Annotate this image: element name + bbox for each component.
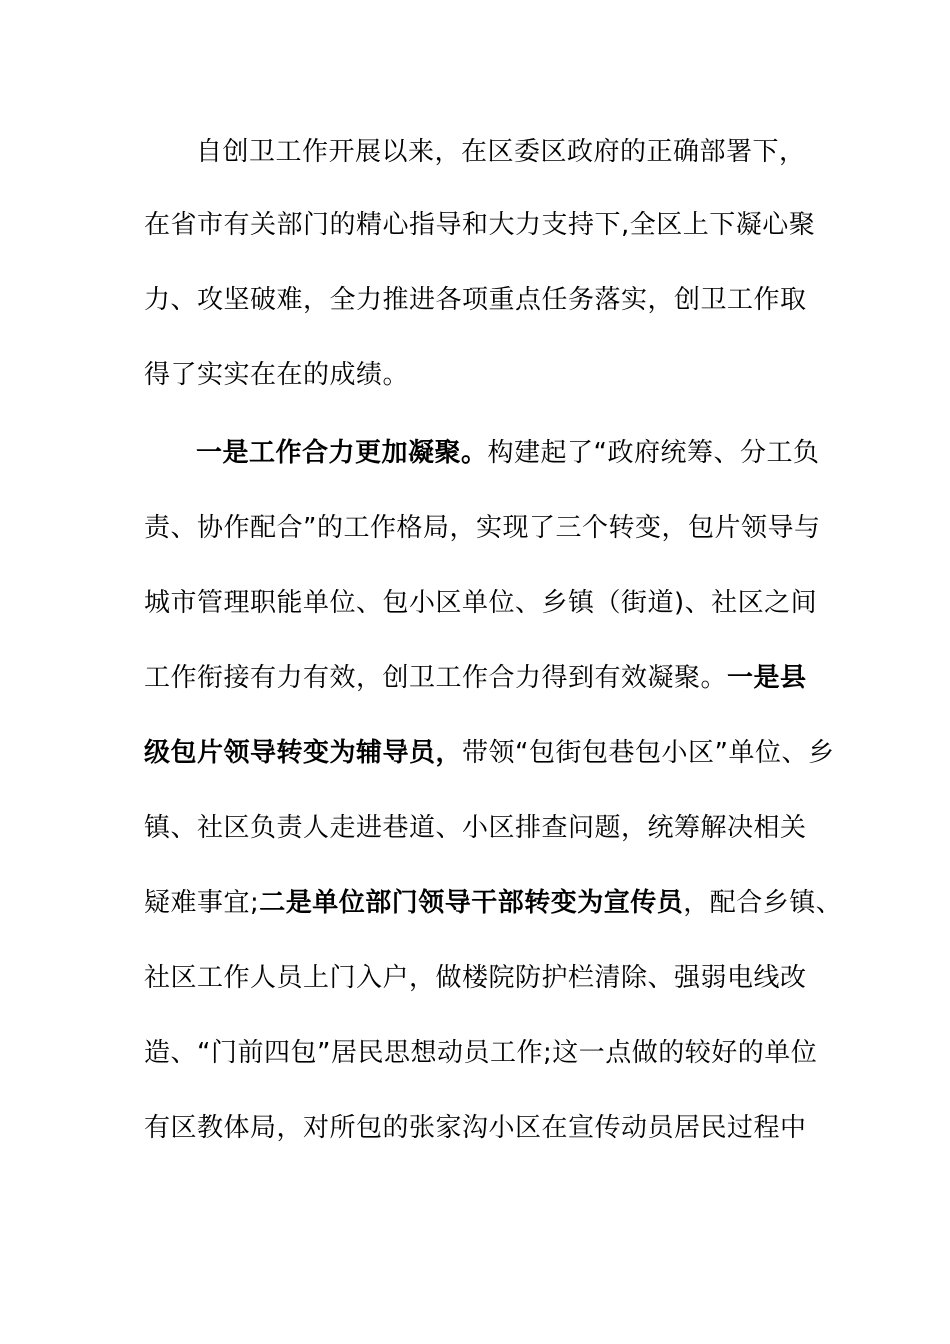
paragraph-2-line-7-tail: ，配合乡镇、 [683,888,843,918]
paragraph-2-line-8: 社区工作人员上门入户，做楼院防护栏清除、强弱电线改 [144,963,807,993]
paragraph-1-line-4: 得了实实在在的成绩。 [144,360,410,390]
point-1-heading-start: 一是县 [727,663,807,693]
paragraph-2-line-9: 造、“门前四包”居民思想动员工作;这一点做的较好的单位 [144,1038,818,1068]
paragraph-2-line-2: 责、协作配合”的工作格局，实现了三个转变，包片领导与 [144,513,821,543]
paragraph-2-line-1-text: 构建起了“政府统筹、分工负 [487,438,820,468]
paragraph-1-line-2: 在省市有关部门的精心指导和大力支持下,全区上下凝心聚 [144,210,816,240]
point-1-heading-end: 级包片领导转变为辅导员， [144,738,463,768]
paragraph-2-line-4 [144,660,807,696]
paragraph-1-line-1: 自创卫工作开展以来，在区委区政府的正确部署下， [196,137,806,167]
point-2-heading: 二是单位部门领导干部转变为宣传员 [259,888,684,918]
paragraph-2-line-7-text: 疑难事宜; [144,888,260,918]
section-heading: 一是工作合力更加凝聚。 [196,438,488,468]
paragraph-1-line-3: 力、攻坚破难，全力推进各项重点任务落实，创卫工作取 [144,285,807,315]
paragraph-2-line-5-text: 带领“包街包巷包小区”单位、乡 [462,738,835,768]
paragraph-2-line-1 [196,435,820,471]
paragraph-2-line-10: 有区教体局，对所包的张家沟小区在宣传动员居民过程中 [144,1113,807,1143]
paragraph-2-line-4-text: 工作衔接有力有效，创卫工作合力得到有效凝聚。 [144,663,728,693]
paragraph-2-line-5 [144,735,834,771]
paragraph-2-line-6: 镇、社区负责人走进巷道、小区排查问题，统筹解决相关 [144,813,807,843]
paragraph-2-line-3: 城市管理职能单位、包小区单位、乡镇（街道)、社区之间 [144,588,818,618]
paragraph-2-line-7 [144,885,842,921]
